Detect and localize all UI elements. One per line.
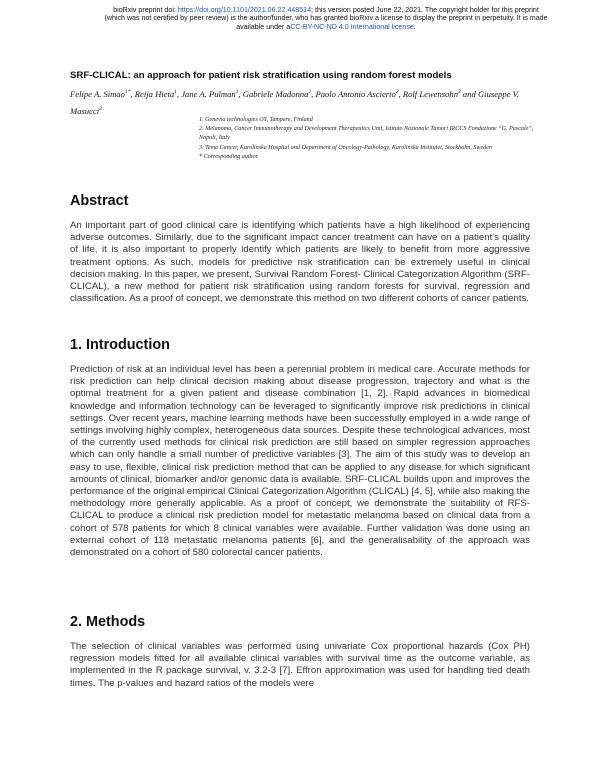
author-list: Felipe A. Simao$^{1*}$, Reija Hieta$^1$, Jane A. Pulman$^1$, Gabriele Madonna$^2$, Paolo Antonio Ascierto$^2$, Rolf Lewensohn$^3$ and Giuseppe V. Masucci$^3$ bbox=[70, 88, 519, 116]
affiliation-3: 3. Tema Cancer, Karolinska Hospital and Department of Oncology-Pathology, Karolinska Institutet, Stockholm, Sweden bbox=[199, 144, 492, 151]
banner-line-2: (which was not certified by peer review) is the author/funder, who has granted bioRxiv a license to display the preprint in perpetuity. It is made bbox=[104, 14, 548, 23]
banner-line-3 bbox=[96, 23, 556, 31]
license-link[interactable]: CC-BY-NC-ND 4.0 International license bbox=[290, 22, 414, 31]
author: Rolf Lewensohn$^3$ bbox=[402, 88, 461, 99]
corresponding-author-note: * Corresponding author bbox=[199, 153, 259, 160]
methods-text: The selection of clinical variables was performed using univariate Cox proportional hazards (Cox PH) regression models fitted for all available clinical variables with survival time as the outcome variable, as implemented in the R package survival, v. 3.2-3 [7]. Effron approximation was used for handling tied death times. The p-values and hazard ratios of the models were bbox=[70, 641, 530, 689]
introduction-text: Prediction of risk at an individual level has been a perennial problem in medical care. Accurate methods for risk prediction can help clinical decision making about disease progression, trajectory and what is the optimal treatment for a given patient and disease combination [1, 2]. Rapid advances in biomedical knowledge and information technology can be leveraged to significantly improve risk predictions in clinical settings. Over recent years, machine learning methods have been successfully employed in a wide range of settings involving highly complex, heterogeneous data sources. Despite these technological advances, most of the currently used methods for clinical risk prediction are still based on simpler regression approaches which can only handle a small number of predictive variables [3]. The aim of this study was to develop an easy to use, flexible, clinical risk prediction method that can be applied to any disease for which significant amounts of clinical, biomarker and/or genomic data is available. SRF-CLICAL builds upon and improves the performance of the original empirical Clinical Categorization Algorithm (CLICAL) [4, 5], while also making the methodology more generally applicable. As a proof of concept, we demonstrate the suitability of RFS-CLICAL to produce a clinical risk prediction model for metastatic melanoma based on clinical data from a cohort of 578 patients for which 8 clinical variables were available. Further validation was done using an external cohort of 118 metastatic melanoma patients [6], and the generalisability of the approach was demonstrated on a cohort of 580 colorectal cancer patients. bbox=[70, 364, 530, 559]
affiliation-1: 1. Genevia technologies OY, Tampere, Finland bbox=[199, 117, 313, 123]
author: Felipe A. Simao$^{1*}$ bbox=[70, 88, 131, 99]
introduction-heading: 1. Introduction bbox=[70, 337, 170, 353]
author: Gabriele Madonna$^2$ bbox=[242, 88, 312, 99]
author: Reija Hieta$^1$ bbox=[134, 88, 177, 99]
affiliations bbox=[199, 116, 534, 162]
abstract-text: An important part of good clinical care is identifying which patients have a high likelihood of experiencing adverse outcomes. Similarly, due to the significant impact cancer treatment can have on a patient's quality of life, it is also important to properly identify which patients are likely to benefit from more aggressive treatment options. As such, models for predictive risk stratification can be extremely useful in clinical decision making. In this paper, we present, Survival Random Forest- Clinical Categorization Algorithm (SRF-CLICAL), a new method for patient risk stratification using random forests for survival, regression and classification. As a proof of concept, we demonstrate this method on two different cohorts of cancer patients. bbox=[70, 220, 530, 305]
banner-prefix: bioRxiv preprint doi: bbox=[113, 6, 178, 14]
banner-license-prefix: available under a bbox=[236, 22, 291, 31]
paper-title: SRF-CLICAL: an approach for patient risk stratification using random forest models bbox=[70, 70, 452, 81]
affiliation-2: 2. Melanoma, Cancer Immunotherapy and Development Therapeutics Unit, Istituto Nazionale Tumori IRCCS Fondazione “G. Pascale”, Napoli, Italy bbox=[199, 126, 534, 142]
methods-heading: 2. Methods bbox=[70, 614, 146, 630]
author: Paolo Antonio Ascierto$^2$ bbox=[315, 88, 399, 99]
banner-license-suffix: . bbox=[413, 22, 416, 31]
author: Giuseppe V. Masucci$^3$ bbox=[70, 88, 519, 116]
preprint-banner bbox=[96, 6, 556, 31]
author: Jane A. Pulman$^1$ bbox=[181, 88, 239, 99]
banner-suffix: ; this version posted June 22, 2021. The copyright holder for this preprint bbox=[311, 6, 539, 14]
banner-line-1 bbox=[96, 6, 556, 14]
abstract-heading: Abstract bbox=[70, 193, 129, 209]
doi-link[interactable]: https://doi.org/10.1101/2021.06.22.448514 bbox=[177, 6, 312, 14]
